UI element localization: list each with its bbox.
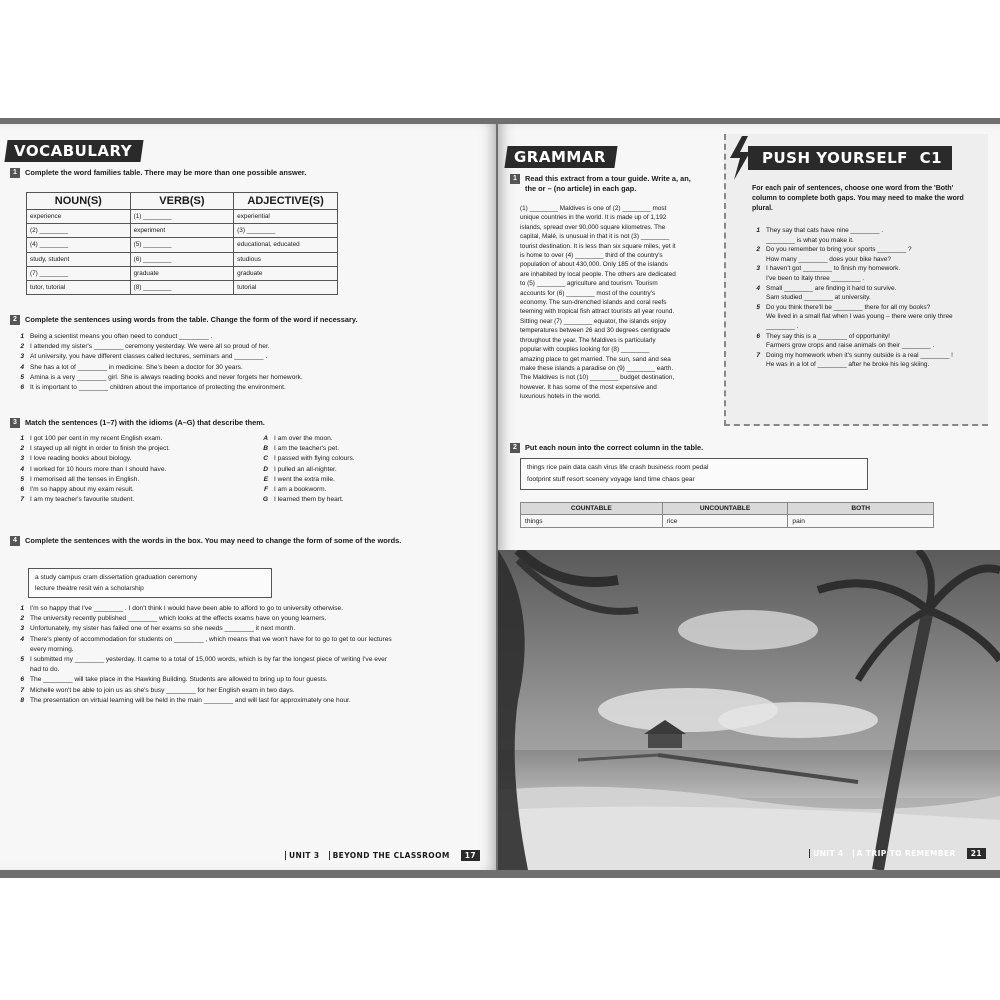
table-row <box>27 252 338 266</box>
push-instruction: For each pair of sentences, choose one word from the 'Both' column to complete both gaps. You may need to make the word plural. <box>752 185 964 212</box>
table-header: BOTH <box>788 503 934 515</box>
vocab-ex3-heading <box>10 418 480 428</box>
table-cell: (4) ________ <box>27 238 131 252</box>
vocab-ex2-sentences <box>16 332 476 393</box>
push-title-text: PUSH YOURSELF <box>762 149 908 167</box>
table-cell: study, student <box>27 252 131 266</box>
list-item: 1 I'm so happy that I've ________ . I don't think I would have been able to afford to go to university otherwise. <box>20 605 344 612</box>
vocab-ex3-matching <box>16 434 476 505</box>
list-item: 8 The presentation on virtual learning will be held in the main ________ and will last for approximately one hour. <box>20 696 351 704</box>
word-box-line: a study campus cram dissertation graduation ceremony <box>35 574 197 581</box>
left-page <box>0 124 496 870</box>
table-row <box>521 515 934 528</box>
table-cell: (2) ________ <box>27 224 131 238</box>
push-yourself-title <box>748 146 952 170</box>
extract-line: however. It has some of the most expensive and <box>520 383 657 391</box>
table-header: UNCOUNTABLE <box>662 503 788 515</box>
extract-line: unique countries in the world. It is made up of 1,192 <box>520 214 667 222</box>
list-item: 7 Michelle won't be able to join us as she's busy ________ for her English exam in two days. <box>20 686 295 694</box>
list-item: 1 Being a scientist means you often need to conduct ________ . <box>20 333 213 340</box>
exercise-instruction: Put each noun into the correct column in the table. <box>525 443 704 452</box>
table-cell: educational, educated <box>234 238 338 252</box>
vocabulary-title: VOCABULARY <box>4 140 143 162</box>
table-row <box>27 266 338 280</box>
countable-table <box>520 502 934 528</box>
exercise-instruction: Complete the sentences using words from the table. Change the form of the word if necessary. <box>25 315 358 324</box>
list-item: 2 I attended my sister's ________ ceremony yesterday. We were all so proud of her. <box>20 343 270 351</box>
page-number: 17 <box>461 850 480 861</box>
grammar-ex1-heading <box>510 174 720 194</box>
extract-line: Sitting near (7) ________ equator, the islands enjoy <box>520 317 667 325</box>
list-item: 1 I got 100 per cent in my recent English exam. A I am over the moon. <box>20 435 333 442</box>
table-cell: experiential <box>234 210 338 224</box>
table-row <box>27 224 338 238</box>
exercise-number: 2 <box>510 443 520 453</box>
table-row <box>27 280 338 294</box>
list-item: 2 The university recently published ________ which looks at the effects exams have on young learners. <box>20 615 327 623</box>
table-cell: experiment <box>130 224 234 238</box>
beach-photo <box>498 550 1000 870</box>
table-cell: (6) ________ <box>130 252 234 266</box>
exercise-instruction: Match the sentences (1–7) with the idioms (A–G) that describe them. <box>25 418 265 427</box>
footer-topic: A TRIP TO REMEMBER <box>853 849 956 858</box>
table-cell: tutor, tutorial <box>27 280 131 294</box>
extract-line: is home to over (4) ________ third of the country's <box>520 252 663 260</box>
word-box <box>28 568 272 598</box>
extract-line: make these islands a paradise on (9) ________ earth. <box>520 364 674 372</box>
exercise-number: 4 <box>10 536 20 546</box>
list-item: 6 The ________ will take place in the Hawking Building. Students are allowed to bring up to four guests. <box>20 676 328 684</box>
footer-unit: UNIT 4 <box>809 849 844 858</box>
list-item: 4 I worked for 10 hours more than I should have. D I pulled an all-nighter. <box>20 465 337 473</box>
table-cell: things <box>521 515 663 528</box>
table-header: COUNTABLE <box>521 503 663 515</box>
list-item: 1 They say that cats have nine ________ . ________ is what you make it. <box>756 227 884 244</box>
extract-line: popular with couples looking for (8) ________ <box>520 346 650 354</box>
word-box-line: lecture theatre resit win a scholarship <box>35 585 144 592</box>
list-item: 3 I love reading books about biology. C I passed with flying colours. <box>20 455 355 463</box>
word-box-line: footprint stuff resort scenery voyage land time chaos gear <box>527 476 695 483</box>
right-page <box>498 124 1000 870</box>
list-item: 2 I stayed up all night in order to finish the project. B I am the teacher's pet. <box>20 445 340 453</box>
list-item: 3 I haven't got ________ to finish my homework. I've been to Italy three ________ . <box>756 265 901 282</box>
table-header: VERB(S) <box>130 193 234 210</box>
table-cell: rice <box>662 515 788 528</box>
footer-unit: UNIT 3 <box>285 851 320 860</box>
vocab-ex2-heading <box>10 315 480 325</box>
list-item: 6 They say this is a ________ of opportunity! Farmers grow crops and raise animals on their ________ . <box>756 332 935 350</box>
table-cell: graduate <box>234 266 338 280</box>
extract-line: to (5) ________ agriculture and tourism. Tourism <box>520 280 658 288</box>
list-item: 6 It is important to ________ children about the importance of protecting the environment. <box>20 384 286 392</box>
table-cell: (8) ________ <box>130 280 234 294</box>
push-yourself-items <box>752 226 982 370</box>
table-cell: tutorial <box>234 280 338 294</box>
list-item: 4 Small ________ are finding it hard to survive. Sam studied ________ at university. <box>756 284 897 302</box>
table-row <box>27 238 338 252</box>
extract-line: amazing place to get married. The sun, sand and sea <box>520 355 671 363</box>
instruction-line: Read this extract from a tour guide. Write a, an, <box>525 174 691 183</box>
word-box-line: things rice pain data cash virus life crash business room pedal <box>527 464 709 471</box>
extract-line: economy. The sun-drenched islands and coral reefs <box>520 299 667 307</box>
table-cell: (7) ________ <box>27 266 131 280</box>
list-item: 3 At university, you have different classes called lectures, seminars and ________ . <box>20 353 268 361</box>
table-header: NOUN(S) <box>27 193 131 210</box>
page-number: 21 <box>967 848 986 859</box>
level-badge: C1 <box>919 149 943 167</box>
extract-line: The Maldives is not (10) ________ budget destination, <box>520 374 675 382</box>
table-cell: (5) ________ <box>130 238 234 252</box>
exercise-instruction: Complete the word families table. There may be more than one possible answer. <box>25 168 307 177</box>
list-item: 7 Doing my homework when it's sunny outside is a real ________ ! He was in a lot of ________ after he broke his leg skiing. <box>756 351 953 369</box>
list-item: 5 Amina is a very ________ girl. She is always reading books and never forgets her homework. <box>20 373 303 381</box>
table-cell: (1) ________ <box>130 210 234 224</box>
tour-guide-extract <box>520 204 730 402</box>
table-cell: studious <box>234 252 338 266</box>
vocab-ex4-sentences <box>16 604 396 706</box>
list-item: 5 I submitted my ________ yesterday. It came to a total of 15,000 words, which is by far the longest piece of writing I've ever had to do. <box>20 656 388 674</box>
extract-line: teeming with tropical fish attract tourists all year round. <box>520 308 675 316</box>
right-footer <box>803 848 986 859</box>
extract-line: temperatures between 26 and 30 degrees centigrade <box>520 327 671 335</box>
extract-line: capital, Malé, is unusual in that it is not (3) ________ <box>520 233 670 241</box>
left-footer <box>279 850 480 861</box>
table-row <box>27 210 338 224</box>
extract-line: population of about 430,000. Only 185 of the islands <box>520 261 668 269</box>
table-cell: pain <box>788 515 934 528</box>
table-cell: (3) ________ <box>234 224 338 238</box>
word-families-table <box>26 192 338 295</box>
list-item: 5 I memorised all the tenses in English. E I went the extra mile. <box>20 475 335 483</box>
extract-line: (1) ________ Maldives is one of (2) ________ most <box>520 205 667 212</box>
grammar-title: GRAMMAR <box>504 146 617 168</box>
exercise-instruction: Complete the sentences with the words in the box. You may need to change the form of some of the words. <box>25 536 402 545</box>
exercise-number: 1 <box>510 174 520 184</box>
extract-line: luxurious hotels in the world. <box>520 393 601 401</box>
exercise-number: 3 <box>10 418 20 428</box>
table-cell: experience <box>27 210 131 224</box>
footer-topic: BEYOND THE CLASSROOM <box>329 851 450 860</box>
list-item: 6 I'm so happy about my exam result. F I am a bookworm. <box>20 486 327 494</box>
extract-line: islands, spread over 90,000 square kilometres. The <box>520 223 666 231</box>
extract-line: are inhabited by local people. The others are dedicated <box>520 270 676 278</box>
table-header: ADJECTIVE(S) <box>234 193 338 210</box>
exercise-number: 1 <box>10 168 20 178</box>
noun-box <box>520 458 868 490</box>
instruction-line: the or – (no article) in each gap. <box>525 184 637 193</box>
list-item: 5 Do you think there'll be ________ there for all my books? We lived in a small flat when I was young – there were only three ________ . <box>756 303 953 330</box>
extract-line: tourist destination. It is less than six square miles, yet it <box>520 242 676 250</box>
table-cell: graduate <box>130 266 234 280</box>
list-item: 7 I am my teacher's favourite student. G I learned them by heart. <box>20 496 344 504</box>
grammar-ex2-heading <box>510 443 930 453</box>
vocab-ex1-heading <box>10 168 480 178</box>
extract-line: accounts for (6) ________ most of the country's <box>520 289 656 297</box>
exercise-number: 2 <box>10 315 20 325</box>
list-item: 3 Unfortunately, my sister has failed one of her exams so she needs ________ it next month. <box>20 625 296 633</box>
list-item: 4 She has a lot of ________ in medicine. She's been a doctor for 30 years. <box>20 363 243 371</box>
extract-line: throughout the year. The Maldives is particularly <box>520 336 656 344</box>
list-item: 4 There's plenty of accommodation for students on ________ , which means that we won't have for to go to get to our lectures every morning. <box>20 635 392 653</box>
vocab-ex4-heading <box>10 536 410 546</box>
list-item: 2 Do you remember to bring your sports ________ ? How many ________ does your bike have? <box>756 246 912 263</box>
